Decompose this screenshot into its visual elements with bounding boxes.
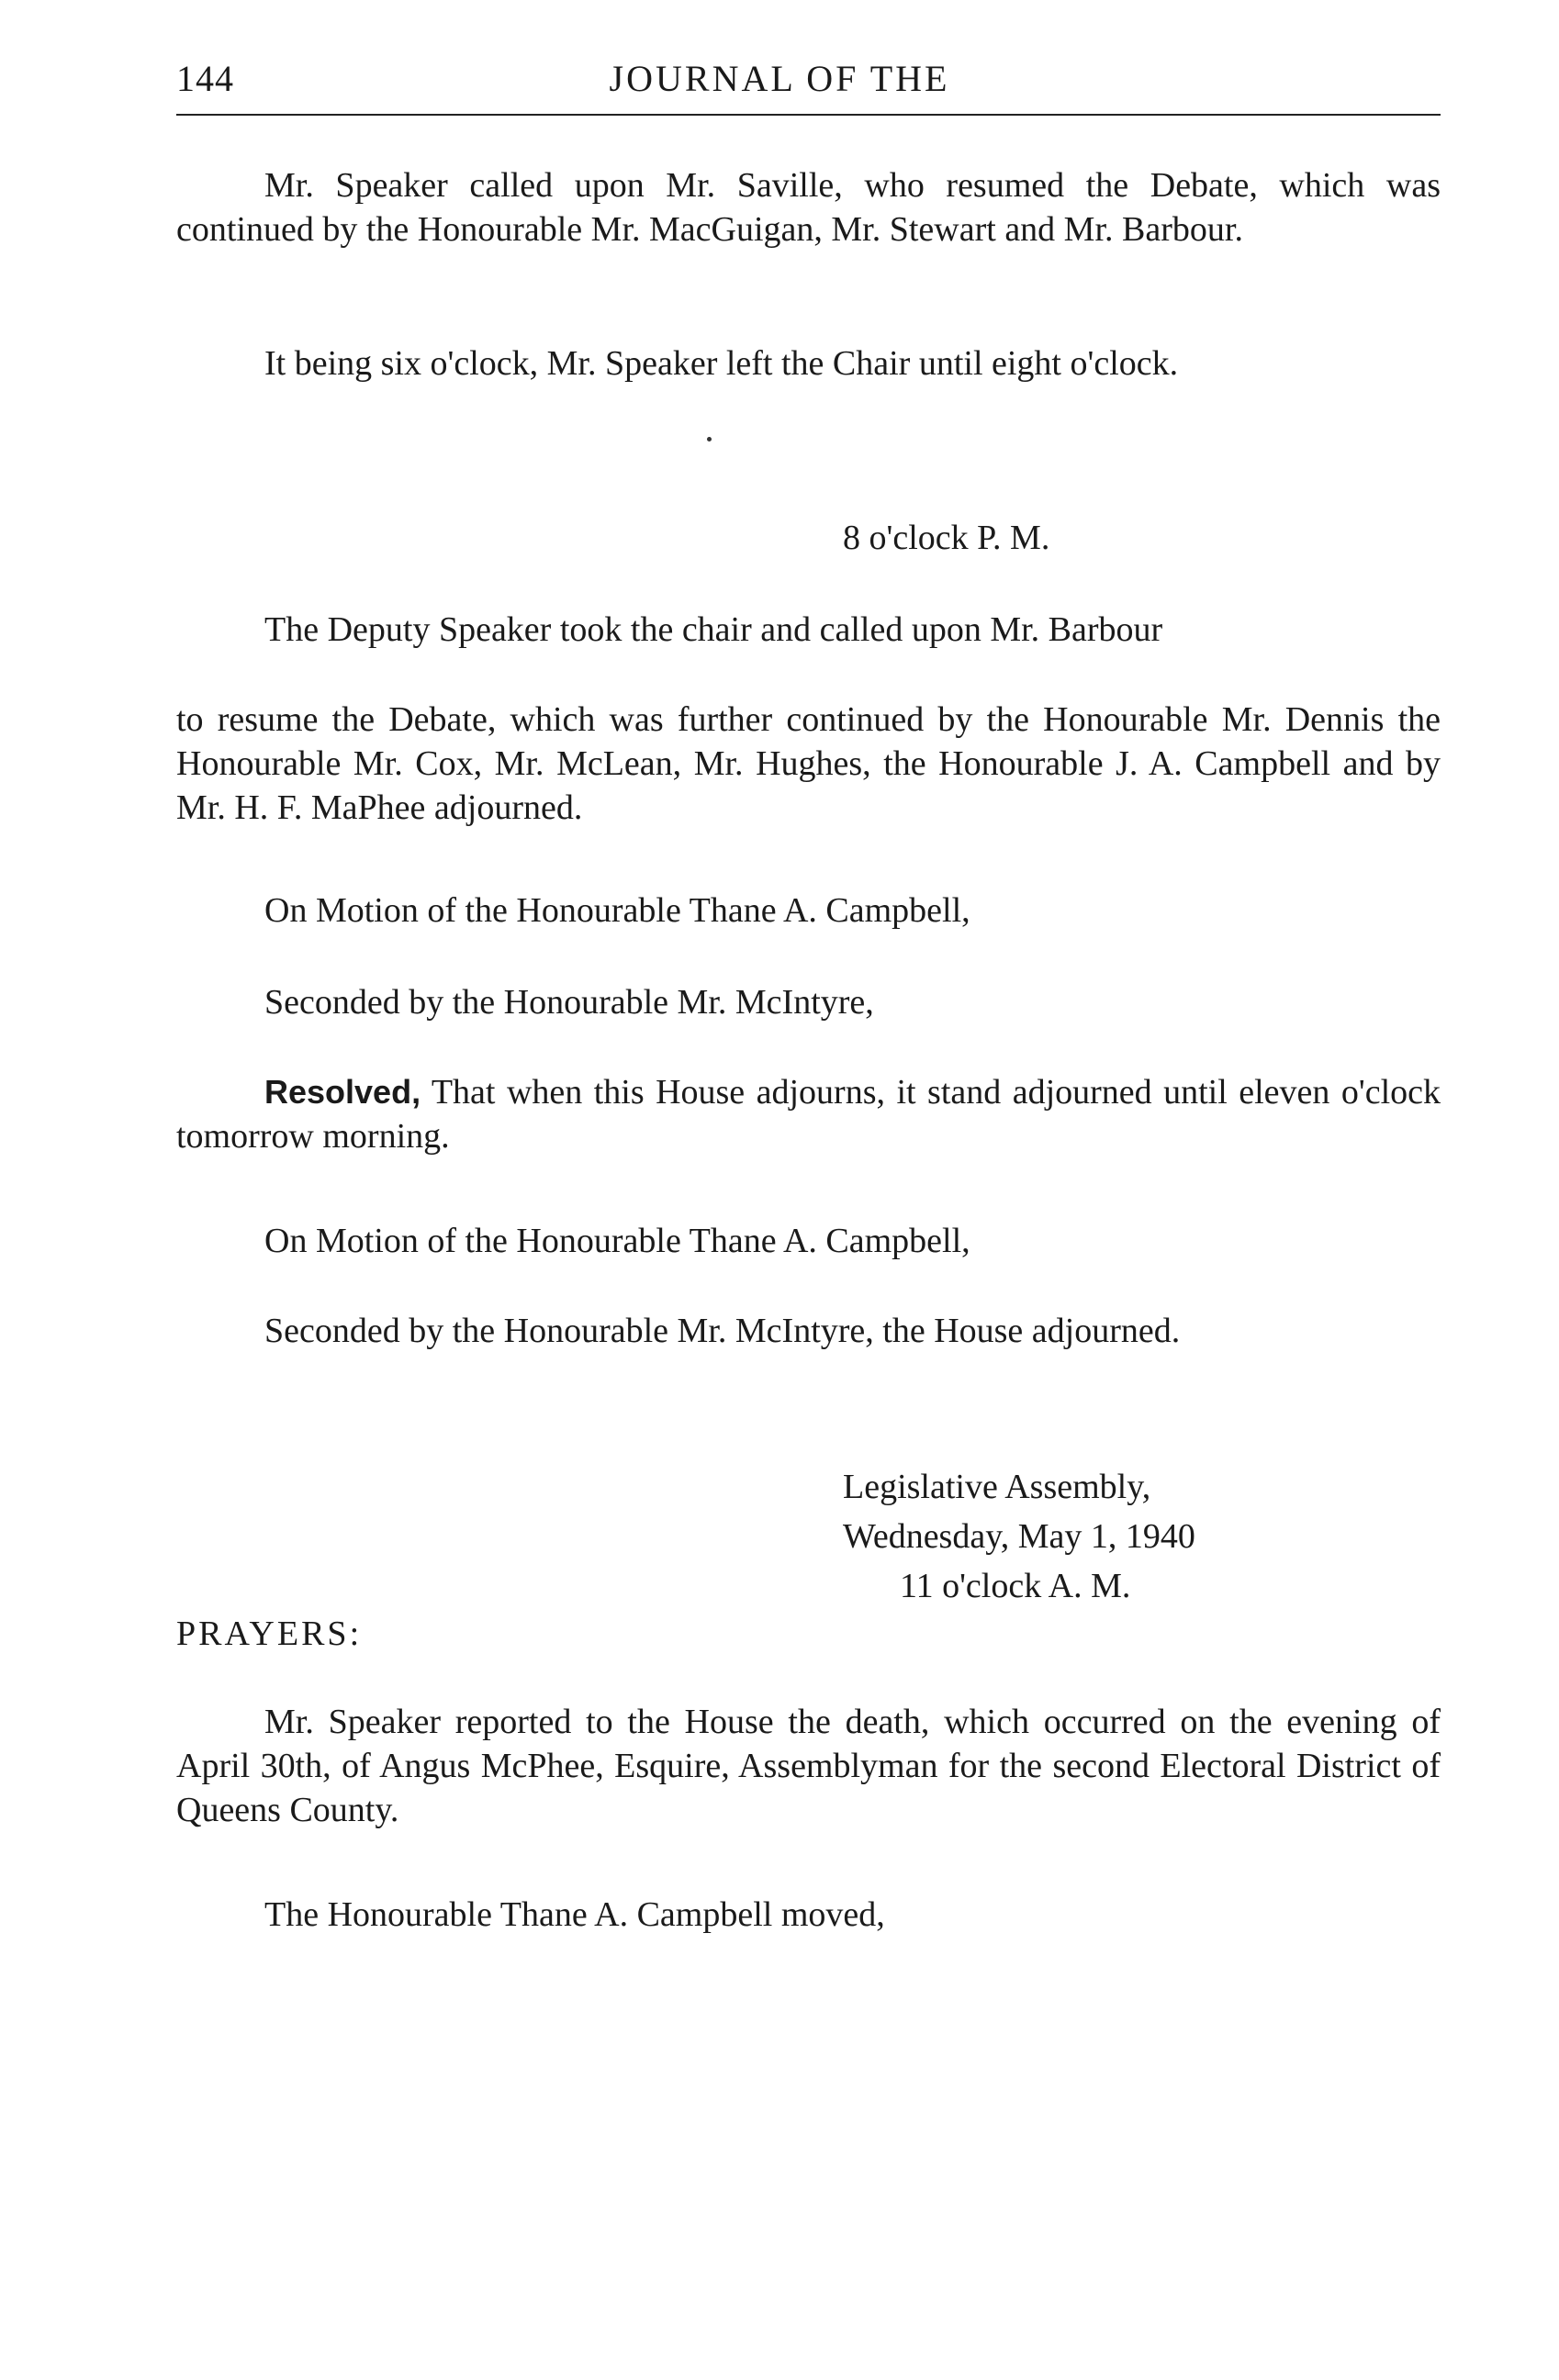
paragraph-six-oclock: It being six o'clock, Mr. Speaker left the Chair until eight o'clock. xyxy=(264,344,1179,383)
resolved-text: That when this House adjourns, it stand adjourned until eleven o'clock tomorrow morning. xyxy=(176,1073,1441,1156)
paragraph-seconded-1: Seconded by the Honourable Mr. McIntyre, xyxy=(264,983,874,1022)
prayers-heading: PRAYERS: xyxy=(176,1615,363,1653)
running-title: JOURNAL OF THE xyxy=(609,58,950,99)
resolved-word: Resolved, xyxy=(264,1073,421,1111)
paragraph-resolved xyxy=(176,1070,1441,1158)
paragraph-debate-continued: to resume the Debate, which was further continued by the Honourable Mr. Dennis the Honourable Mr. Cox, Mr. McLean, Mr. Hughes, the Honourable J. A. Campbell and by Mr. H. F. MaPhee adjourned. xyxy=(176,700,1441,827)
header-rule xyxy=(176,114,1441,116)
paragraph-debate-resumed: Mr. Speaker called upon Mr. Saville, who resumed the Debate, which was continued by the Honourable Mr. MacGuigan, Mr. Stewart and Mr. Barbour. xyxy=(176,166,1441,249)
paragraph-speaker-reported: Mr. Speaker reported to the House the death, which occurred on the evening of April 30th, of Angus McPhee, Esquire, Assemblyman for the second Electoral District of Queens County. xyxy=(176,1703,1441,1829)
paragraph-motion-2: On Motion of the Honourable Thane A. Campbell, xyxy=(264,1222,970,1260)
paragraph-motion-1: On Motion of the Honourable Thane A. Campbell, xyxy=(264,891,970,930)
paragraph-deputy-speaker: The Deputy Speaker took the chair and called upon Mr. Barbour xyxy=(264,610,1163,649)
sitting-place: Legislative Assembly, xyxy=(843,1468,1151,1506)
paragraph-seconded-2: Seconded by the Honourable Mr. McIntyre, the House adjourned. xyxy=(264,1312,1181,1350)
sitting-date: Wednesday, May 1, 1940 xyxy=(843,1517,1195,1556)
page-number: 144 xyxy=(176,58,234,99)
sitting-time: 11 o'clock A. M. xyxy=(900,1567,1131,1605)
evening-time: 8 o'clock P. M. xyxy=(843,519,1050,557)
paragraph-campbell-moved: The Honourable Thane A. Campbell moved, xyxy=(264,1895,885,1934)
stray-dot xyxy=(707,437,712,441)
